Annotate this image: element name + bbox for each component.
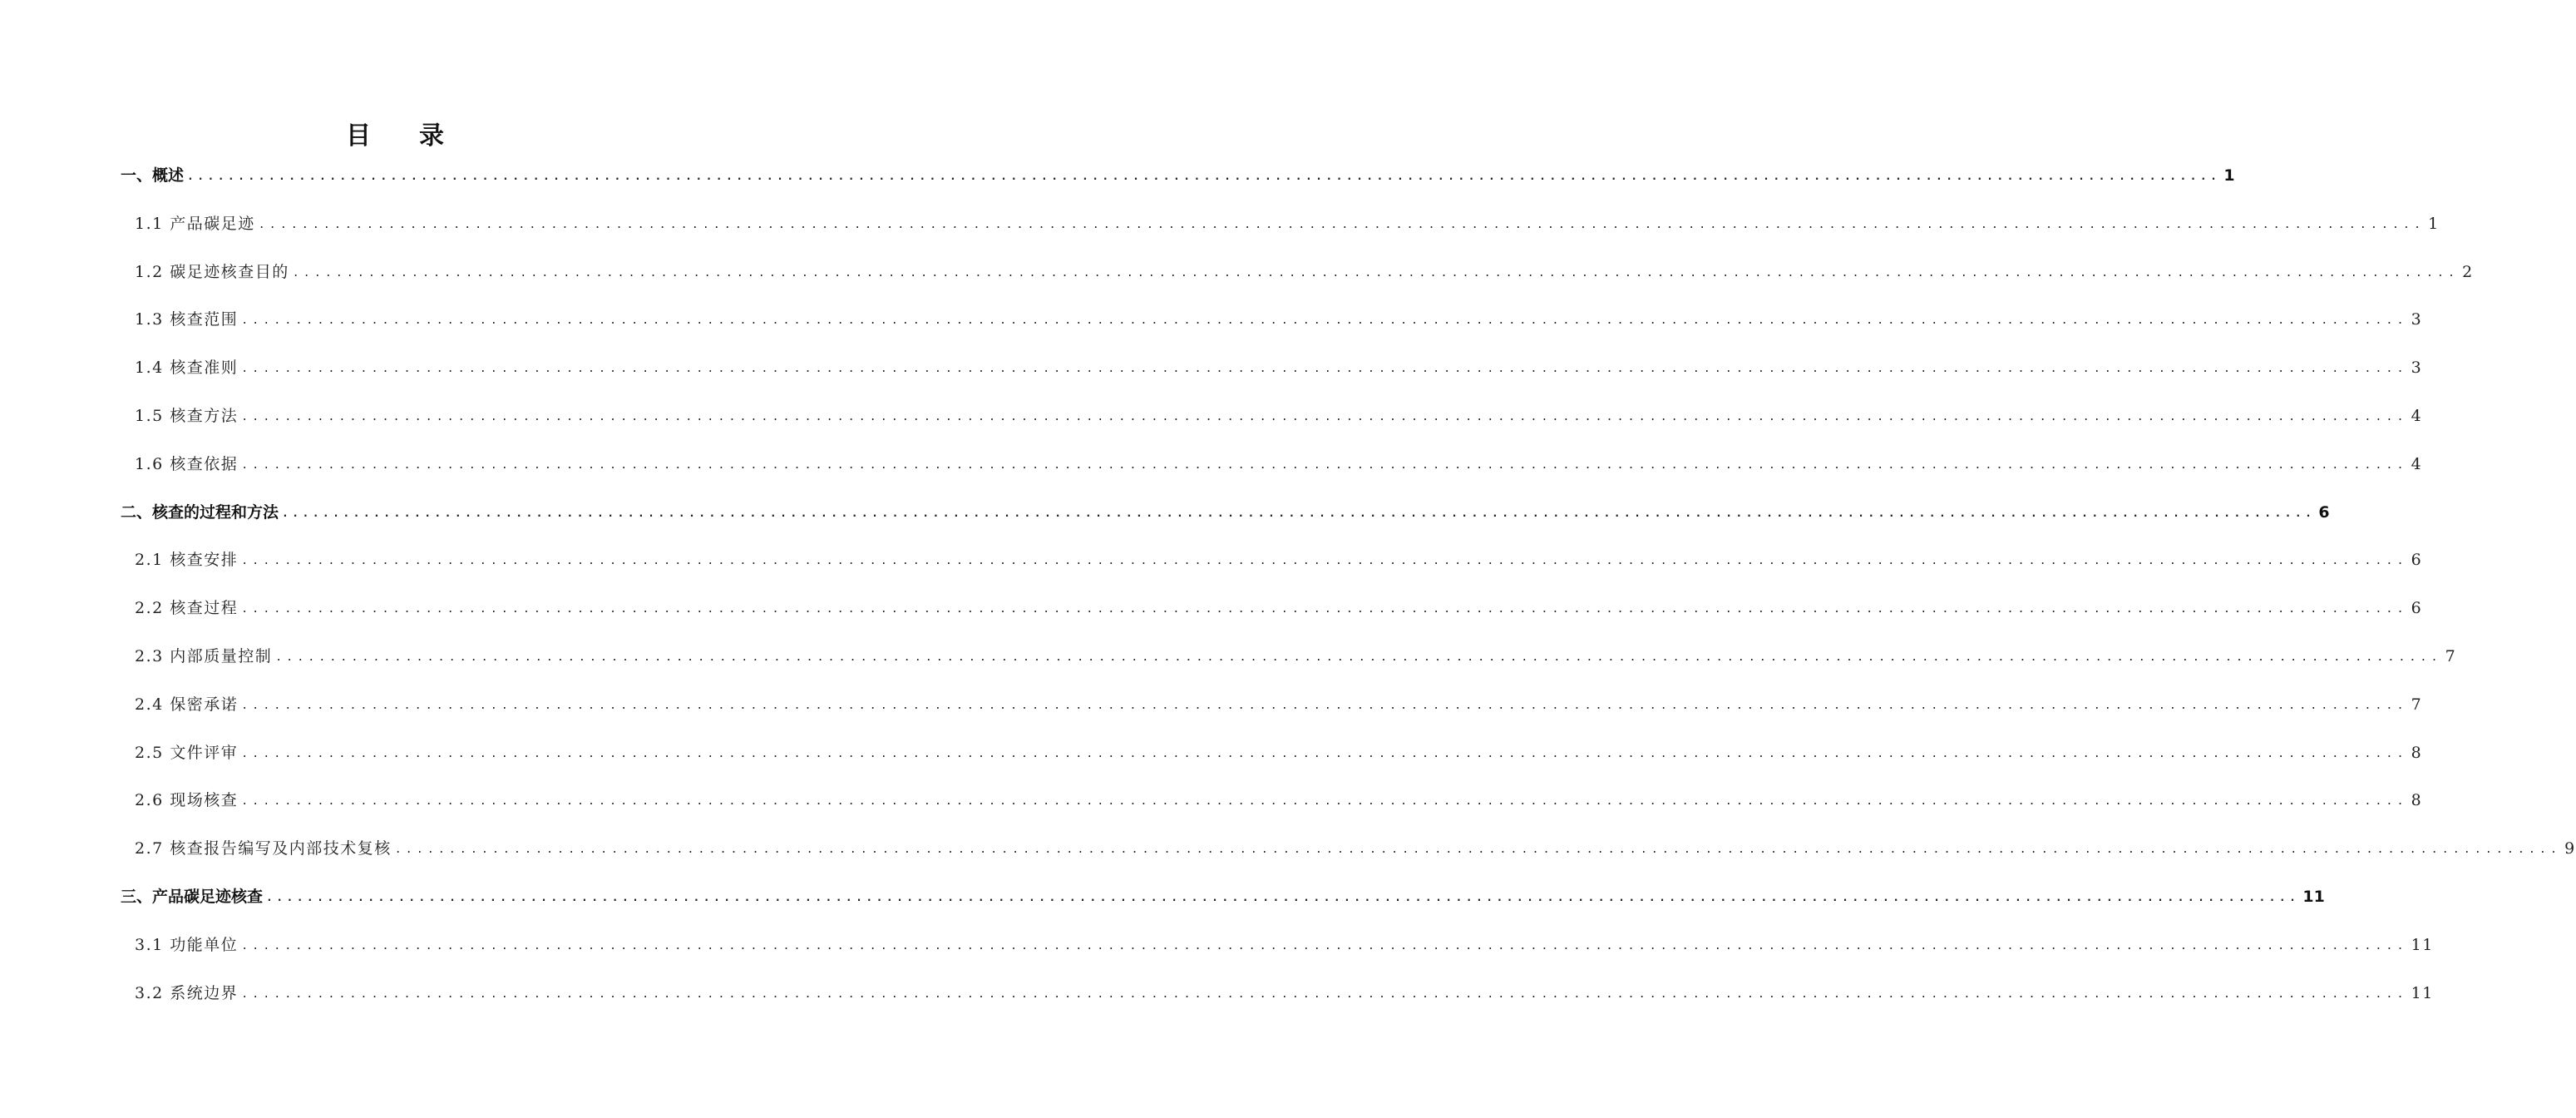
toc-entry[interactable] xyxy=(135,542,2423,578)
toc-entry-label: 1.2 碳足迹核查目的 xyxy=(135,262,289,281)
toc-entry[interactable] xyxy=(135,782,2423,819)
toc-entry[interactable] xyxy=(135,975,2434,1012)
toc-entry-label: 2.6 现场核查 xyxy=(135,791,239,810)
toc-entry-label: 2.5 文件评审 xyxy=(135,743,239,762)
dot-leader: ........................................................................................................................................................................................................ xyxy=(241,747,2408,760)
toc-entry-page-number: 2 xyxy=(2462,262,2474,281)
dot-leader: ........................................................................................................................................................................................................ xyxy=(275,651,2442,664)
toc-entry[interactable] xyxy=(135,590,2423,626)
toc-entry-label: 2.7 核查报告编写及内部技术复核 xyxy=(135,839,392,858)
toc-entry-label: 一、概述 xyxy=(121,166,185,185)
toc-entry[interactable] xyxy=(135,830,2576,867)
toc-entry[interactable] xyxy=(135,927,2434,963)
toc-entry-page-number: 8 xyxy=(2411,791,2423,810)
toc-entry[interactable] xyxy=(135,638,2457,675)
dot-leader: ........................................................................................................................................................................................................ xyxy=(241,699,2408,712)
toc-entry-page-number: 11 xyxy=(2411,935,2434,954)
toc-entry-label: 三、产品碳足迹核查 xyxy=(121,888,264,906)
page-title xyxy=(0,115,790,151)
dot-leader: ........................................................................................................................................................................................................ xyxy=(258,218,2425,231)
toc-entry-label: 2.4 保密承诺 xyxy=(135,695,239,714)
toc-entry-page-number: 7 xyxy=(2445,647,2457,665)
toc-entry[interactable] xyxy=(135,446,2423,482)
toc-entry[interactable] xyxy=(135,254,2474,290)
toc-entry-page-number: 6 xyxy=(2411,599,2423,618)
toc-entry-label: 1.5 核查方法 xyxy=(135,407,239,425)
toc-entry-label: 1.4 核查准则 xyxy=(135,359,239,378)
dot-leader: ........................................................................................................................................................................................................ xyxy=(241,314,2408,328)
toc-entry-label: 1.1 产品碳足迹 xyxy=(135,214,255,233)
toc-entry-page-number: 11 xyxy=(2302,888,2325,906)
dot-leader: ........................................................................................................................................................................................................ xyxy=(187,171,2221,183)
dot-leader: ........................................................................................................................................................................................................ xyxy=(282,507,2316,520)
dot-leader: ........................................................................................................................................................................................................ xyxy=(241,363,2408,376)
toc-entry-page-number: 6 xyxy=(2318,502,2330,522)
toc-entry-page-number: 4 xyxy=(2411,454,2423,473)
toc-entry[interactable] xyxy=(121,878,2325,915)
toc-entry[interactable] xyxy=(135,301,2423,338)
dot-leader: ........................................................................................................................................................................................................ xyxy=(241,555,2408,568)
toc-entry-label: 3.2 系统边界 xyxy=(135,983,239,1002)
toc-entry-page-number: 9 xyxy=(2564,839,2576,858)
dot-leader: ........................................................................................................................................................................................................ xyxy=(394,843,2562,857)
toc-entry-page-number: 11 xyxy=(2411,983,2434,1002)
toc-entry[interactable] xyxy=(121,157,2235,194)
dot-leader: ........................................................................................................................................................................................................ xyxy=(241,987,2408,1001)
dot-leader: ........................................................................................................................................................................................................ xyxy=(241,795,2408,809)
title-char-1: 目 xyxy=(346,121,371,151)
dot-leader: ........................................................................................................................................................................................................ xyxy=(241,458,2408,472)
toc-entry[interactable] xyxy=(135,205,2440,242)
toc-entry-label: 二、核查的过程和方法 xyxy=(121,502,279,522)
dot-leader: ........................................................................................................................................................................................................ xyxy=(241,603,2408,616)
dot-leader: ........................................................................................................................................................................................................ xyxy=(266,892,2300,904)
toc-entry[interactable] xyxy=(135,349,2423,386)
toc-entry-label: 2.1 核查安排 xyxy=(135,551,239,570)
toc-entry[interactable] xyxy=(135,686,2423,723)
toc-entry-label: 2.3 内部质量控制 xyxy=(135,647,273,665)
title-char-2: 录 xyxy=(419,121,444,151)
toc-entry[interactable] xyxy=(121,494,2330,531)
toc-entry-page-number: 1 xyxy=(2223,166,2235,185)
toc-entry-label: 2.2 核查过程 xyxy=(135,599,239,618)
toc-entry-page-number: 3 xyxy=(2411,359,2423,378)
toc-entry[interactable] xyxy=(135,735,2423,771)
toc-entry-page-number: 4 xyxy=(2411,407,2423,425)
toc-entry-page-number: 8 xyxy=(2411,743,2423,762)
toc-entry-page-number: 3 xyxy=(2411,310,2423,329)
toc-entry-label: 3.1 功能单位 xyxy=(135,935,239,954)
toc-entry-page-number: 6 xyxy=(2411,551,2423,570)
toc-entry-page-number: 7 xyxy=(2411,695,2423,714)
dot-leader: ........................................................................................................................................................................................................ xyxy=(241,939,2408,952)
dot-leader: ........................................................................................................................................................................................................ xyxy=(292,266,2460,280)
toc-entry[interactable] xyxy=(135,398,2423,434)
dot-leader: ........................................................................................................................................................................................................ xyxy=(241,411,2408,423)
toc-entry-label: 1.3 核查范围 xyxy=(135,310,239,329)
toc-entry-page-number: 1 xyxy=(2428,214,2440,233)
toc-entry-label: 1.6 核查依据 xyxy=(135,454,239,473)
